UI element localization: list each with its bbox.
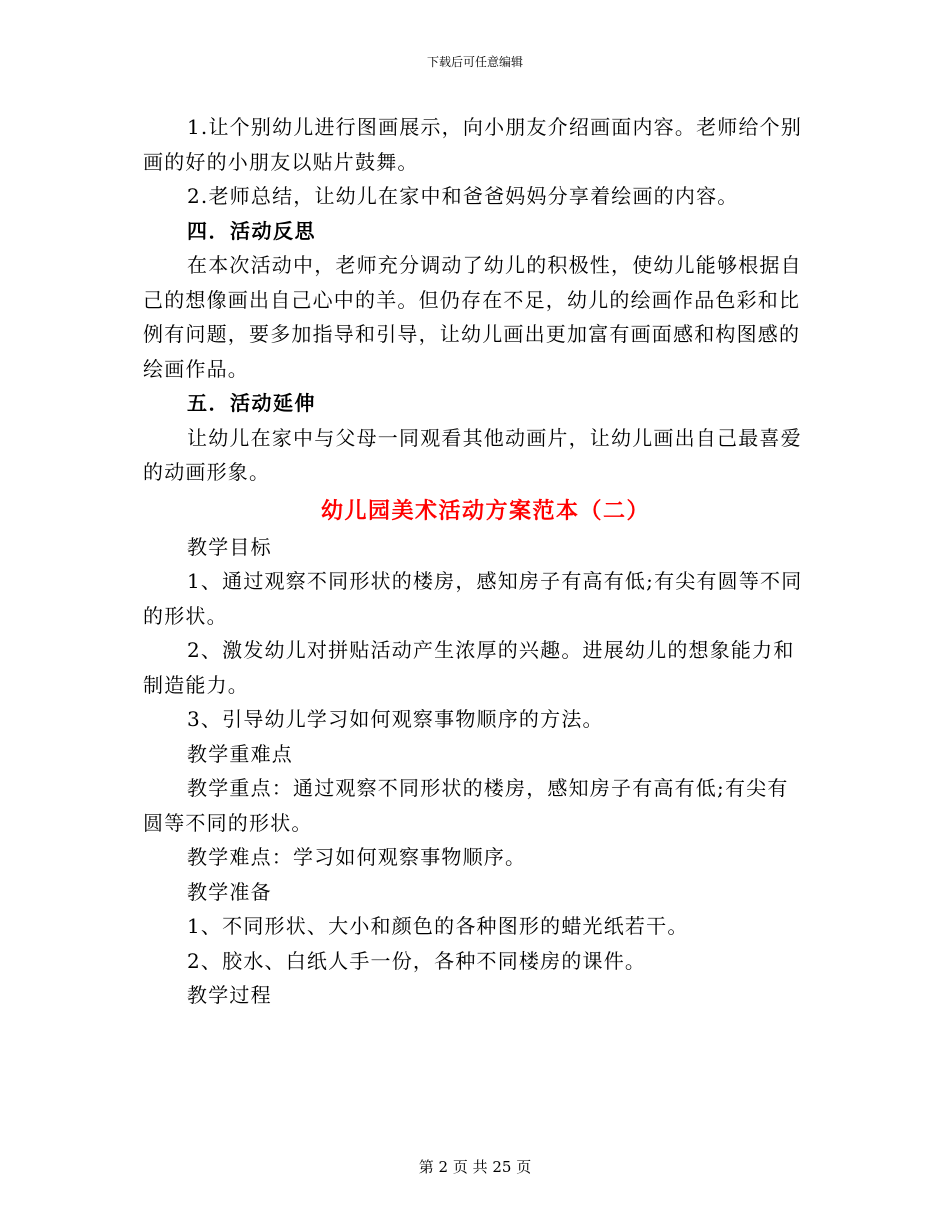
- paragraph: 1、通过观察不同形状的楼房，感知房子有高有低;有尖有圆等不同的形状。: [143, 569, 803, 628]
- subheading-line: 教学准备: [187, 879, 272, 904]
- subheading-line: 教学过程: [187, 983, 272, 1007]
- paragraph: 1、不同形状、大小和颜色的各种图形的蜡光纸若干。: [187, 914, 689, 938]
- paragraph: 教学难点：学习如何观察事物顺序。: [187, 845, 527, 869]
- page-footer: 第 2 页 共 25 页: [418, 1158, 532, 1176]
- paragraph: 在本次活动中，老师充分调动了幼儿的积极性，使幼儿能够根据自己的想像画出自己心中的羊。但仍存在不足，幼儿的绘画作品色彩和比例有问题，要多加指导和引导，让幼儿画出更加富有画面感和构图感的绘画作品。: [143, 253, 802, 381]
- section-heading: 四．活动反思: [187, 218, 316, 243]
- paragraph: 2、胶水、白纸人手一份，各种不同楼房的课件。: [187, 948, 647, 973]
- paragraph: 2.老师总结，让幼儿在家中和爸爸妈妈分享着绘画的内容。: [187, 184, 739, 208]
- page-header: 下载后可任意编辑: [426, 55, 523, 69]
- paragraph: 1.让个别幼儿进行图画展示，向小朋友介绍画面内容。老师给个别画的好的小朋友以贴片鼓舞。: [143, 115, 803, 174]
- paragraph: 教学重点：通过观察不同形状的楼房，感知房子有高有低;有尖有圆等不同的形状。: [143, 776, 789, 835]
- paragraph: 2、激发幼儿对拼贴活动产生浓厚的兴趣。进展幼儿的想象能力和制造能力。: [143, 638, 795, 697]
- subheading-line: 教学目标: [187, 534, 272, 559]
- paragraph: 3、引导幼儿学习如何观察事物顺序的方法。: [187, 707, 604, 731]
- section-heading: 五．活动延伸: [187, 391, 316, 415]
- subheading-line: 教学重难点: [187, 741, 293, 766]
- paragraph: 让幼儿在家中与父母一同观看其他动画片，让幼儿画出自己最喜爱的动画形象。: [143, 425, 802, 484]
- document-title: 幼儿园美术活动方案范本（二）: [320, 497, 650, 524]
- document-body: [143, 110, 808, 1013]
